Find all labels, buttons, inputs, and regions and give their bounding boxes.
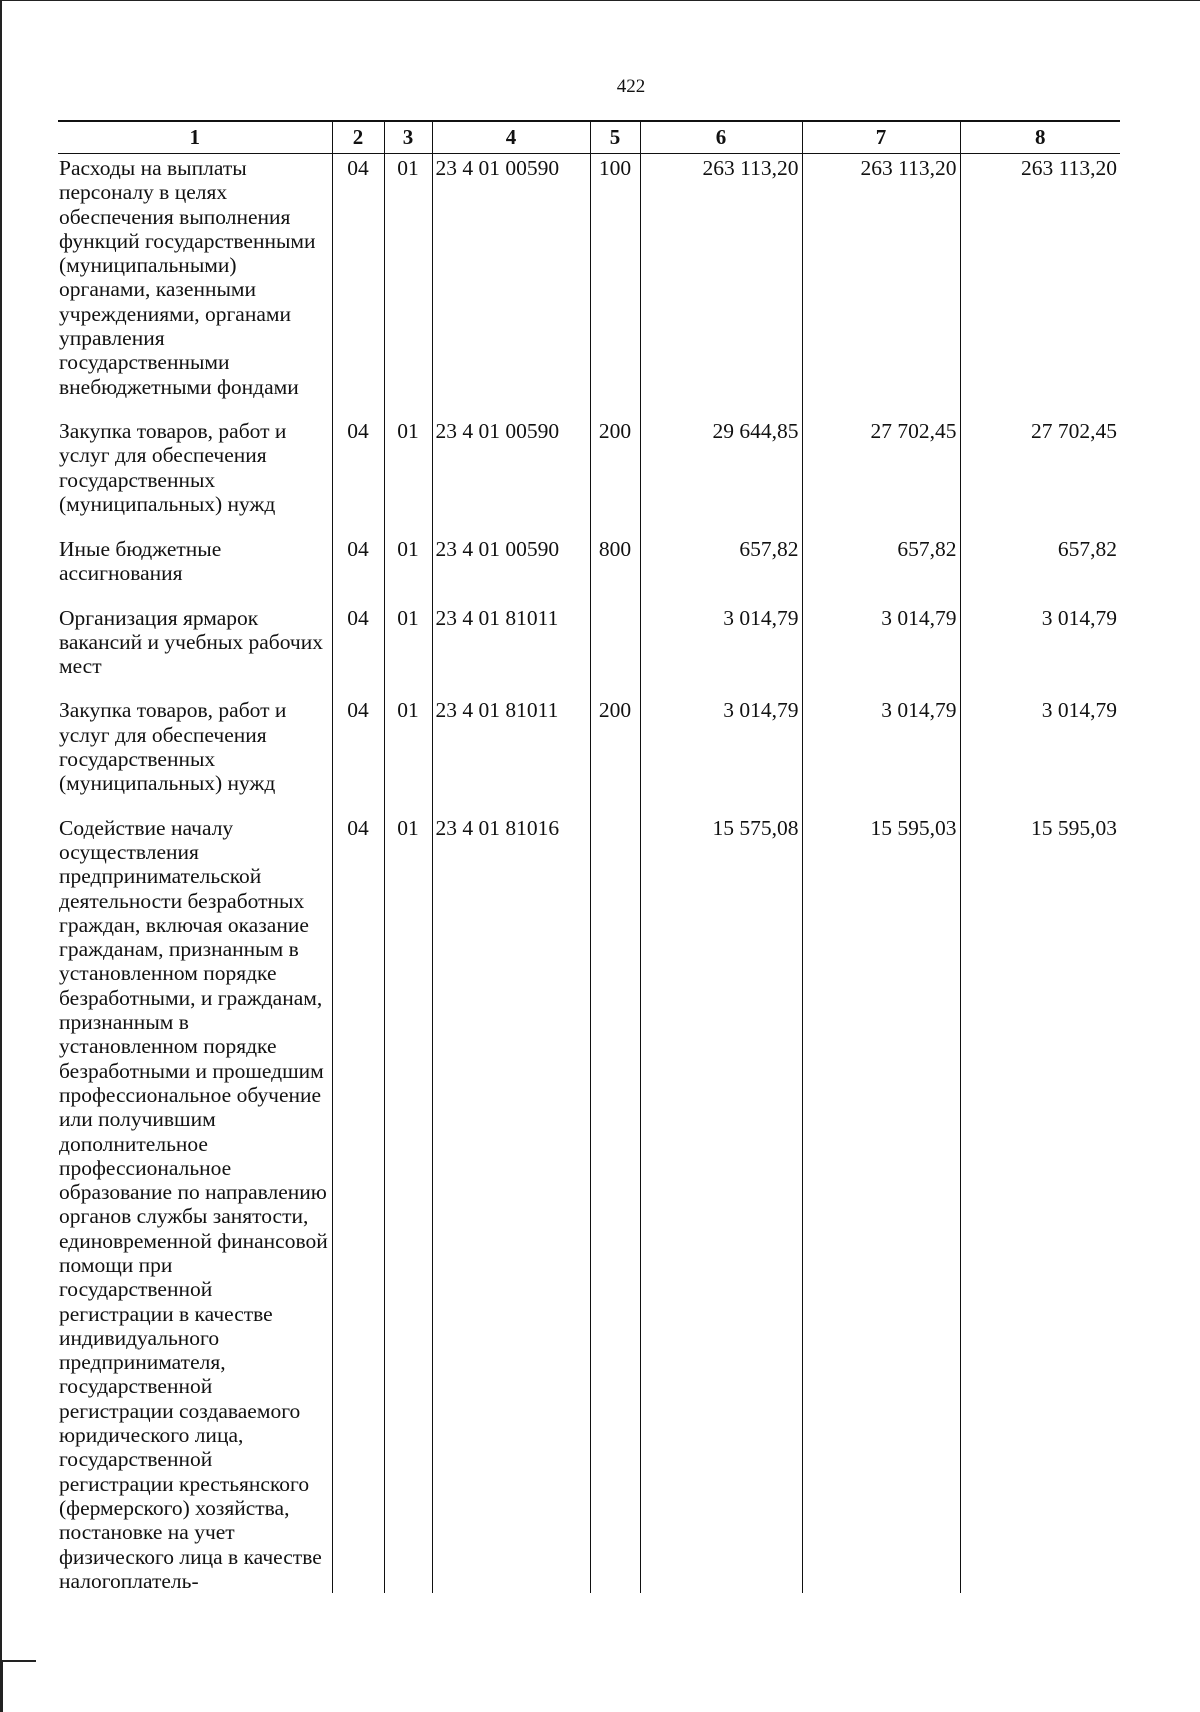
- row-subsection: 01: [384, 154, 432, 417]
- page-number: 422: [616, 76, 646, 97]
- row-subsection: 01: [384, 535, 432, 604]
- row-name: Расходы на выплаты персоналу в целях обеспечения выполнения функций государственными (муниципальными) органами, казенными учреждениями, органами управления государственными внебюджетными фондами: [58, 154, 332, 417]
- table-row: [58, 417, 1120, 535]
- row-name: Закупка товаров, работ и услуг для обеспечения государственных (муниципальных) нужд: [58, 696, 332, 813]
- row-sum-3: 3 014,79: [960, 696, 1120, 813]
- row-sum-2: 27 702,45: [802, 417, 960, 535]
- row-name: Организация ярмарок вакансий и учебных рабочих мест: [58, 604, 332, 697]
- row-sum-1: 263 113,20: [640, 154, 802, 417]
- row-sum-2: 657,82: [802, 535, 960, 604]
- row-name: Иные бюджетные ассигнования: [58, 535, 332, 604]
- row-sum-2: 263 113,20: [802, 154, 960, 417]
- row-sum-3: 27 702,45: [960, 417, 1120, 535]
- row-expense-type: [590, 604, 640, 697]
- row-sum-1: 15 575,08: [640, 814, 802, 1594]
- table-row: [58, 154, 1120, 417]
- row-expense-type: 100: [590, 154, 640, 417]
- row-sum-3: 263 113,20: [960, 154, 1120, 417]
- row-expense-type: [590, 814, 640, 1594]
- header-col-3: 3: [384, 121, 432, 154]
- budget-table: [58, 120, 1120, 1593]
- row-sum-1: 657,82: [640, 535, 802, 604]
- row-target-article: 23 4 01 00590: [432, 154, 590, 417]
- row-sum-2: 3 014,79: [802, 696, 960, 813]
- row-expense-type: 800: [590, 535, 640, 604]
- header-col-1: 1: [58, 121, 332, 154]
- scan-corner-mark-vertical: [0, 1660, 3, 1712]
- row-target-article: 23 4 01 81011: [432, 696, 590, 813]
- scan-edge-left: [0, 0, 2, 1712]
- row-target-article: 23 4 01 00590: [432, 535, 590, 604]
- table-row: [58, 696, 1120, 813]
- row-name: Содействие началу осуществления предпринимательской деятельности безработных граждан, включая оказание гражданам, признанным в установленном порядке безработными, и гражданам, признанным в установленном порядке безработными и прошедшим профессиональное обучение или получившим дополнительное профессиональное образование по направлению органов службы занятости, единовременной финансовой помощи при государственной регистрации в качестве индивидуального предпринимателя, государственной регистрации создаваемого юридического лица, государственной регистрации крестьянского (фермерского) хозяйства, постановке на учет физического лица в качестве налогоплатель-: [58, 814, 332, 1594]
- row-sum-2: 3 014,79: [802, 604, 960, 697]
- row-sum-1: 3 014,79: [640, 604, 802, 697]
- table-header-row: [58, 121, 1120, 154]
- row-sum-3: 3 014,79: [960, 604, 1120, 697]
- row-section: 04: [332, 535, 384, 604]
- row-subsection: 01: [384, 604, 432, 697]
- row-sum-1: 29 644,85: [640, 417, 802, 535]
- row-target-article: 23 4 01 81011: [432, 604, 590, 697]
- row-section: 04: [332, 417, 384, 535]
- row-target-article: 23 4 01 00590: [432, 417, 590, 535]
- row-sum-3: 657,82: [960, 535, 1120, 604]
- header-col-4: 4: [432, 121, 590, 154]
- scan-corner-mark: [0, 1660, 36, 1662]
- table-row: [58, 535, 1120, 604]
- header-col-5: 5: [590, 121, 640, 154]
- row-name: Закупка товаров, работ и услуг для обеспечения государственных (муниципальных) нужд: [58, 417, 332, 535]
- header-col-7: 7: [802, 121, 960, 154]
- row-sum-2: 15 595,03: [802, 814, 960, 1594]
- row-section: 04: [332, 604, 384, 697]
- row-expense-type: 200: [590, 417, 640, 535]
- header-col-2: 2: [332, 121, 384, 154]
- header-col-6: 6: [640, 121, 802, 154]
- table-row: [58, 814, 1120, 1594]
- row-target-article: 23 4 01 81016: [432, 814, 590, 1594]
- table-row: [58, 604, 1120, 697]
- scan-edge-top: [0, 0, 1200, 1]
- row-sum-3: 15 595,03: [960, 814, 1120, 1594]
- header-col-8: 8: [960, 121, 1120, 154]
- row-subsection: 01: [384, 696, 432, 813]
- row-section: 04: [332, 814, 384, 1594]
- row-section: 04: [332, 154, 384, 417]
- row-expense-type: 200: [590, 696, 640, 813]
- row-section: 04: [332, 696, 384, 813]
- row-sum-1: 3 014,79: [640, 696, 802, 813]
- row-subsection: 01: [384, 417, 432, 535]
- row-subsection: 01: [384, 814, 432, 1594]
